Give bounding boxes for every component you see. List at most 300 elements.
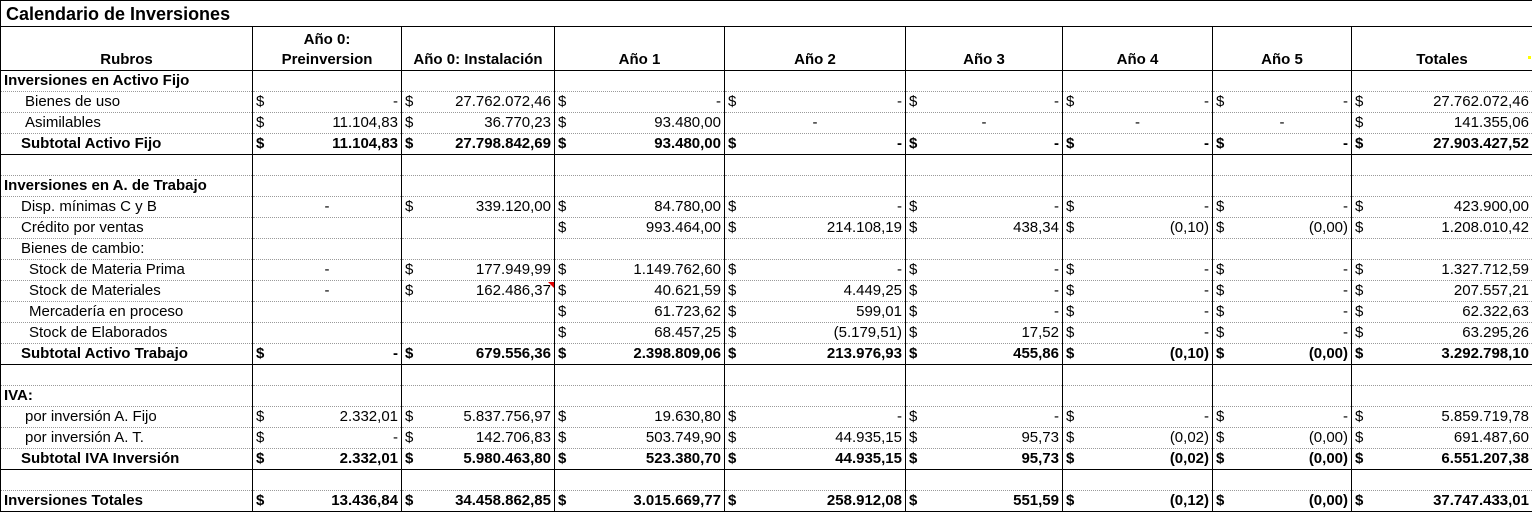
cell-value: 6.551.207,38 xyxy=(1441,450,1529,467)
row-label[interactable]: Subtotal IVA Inversión xyxy=(1,449,253,470)
currency-symbol: $ xyxy=(558,282,567,299)
value-cell[interactable] xyxy=(906,71,1063,92)
value-cell[interactable] xyxy=(253,323,402,344)
currency-symbol: $ xyxy=(909,198,918,215)
cell-value: - xyxy=(1343,135,1348,152)
row-label[interactable]: Mercadería en proceso xyxy=(1,302,253,323)
header-rubros[interactable]: Rubros xyxy=(1,27,253,71)
header-row xyxy=(1,27,1532,71)
cell-value: - xyxy=(1279,114,1285,131)
cell-value: (0,00) xyxy=(1308,492,1348,509)
value-cell[interactable] xyxy=(253,470,402,491)
value-cell[interactable] xyxy=(906,365,1063,386)
currency-symbol: $ xyxy=(1066,429,1075,446)
value-cell[interactable] xyxy=(906,281,1063,302)
value-cell[interactable] xyxy=(1213,134,1352,155)
value-cell[interactable] xyxy=(1213,71,1352,92)
cell-value: - xyxy=(324,261,330,278)
table-row xyxy=(1,386,1532,407)
value-cell[interactable] xyxy=(725,491,906,512)
value-cell[interactable] xyxy=(906,92,1063,113)
row-label[interactable]: Stock de Materia Prima xyxy=(1,260,253,281)
value-cell[interactable] xyxy=(555,92,725,113)
value-cell[interactable] xyxy=(725,218,906,239)
currency-symbol: $ xyxy=(405,135,414,152)
value-cell[interactable] xyxy=(906,302,1063,323)
table-row xyxy=(1,407,1532,428)
cell-value: - xyxy=(1054,93,1059,110)
row-label[interactable]: Inversiones en A. de Trabajo xyxy=(1,176,253,197)
table-row xyxy=(1,197,1532,218)
value-cell[interactable] xyxy=(1352,71,1532,92)
value-cell[interactable] xyxy=(555,470,725,491)
value-cell[interactable] xyxy=(725,260,906,281)
currency-symbol: $ xyxy=(256,492,265,509)
value-cell[interactable] xyxy=(1213,155,1352,176)
value-cell[interactable] xyxy=(253,176,402,197)
value-cell[interactable] xyxy=(1213,386,1352,407)
value-cell[interactable] xyxy=(1063,92,1213,113)
value-cell[interactable] xyxy=(725,365,906,386)
value-cell[interactable] xyxy=(402,491,555,512)
value-cell[interactable] xyxy=(725,407,906,428)
value-cell[interactable] xyxy=(1063,344,1213,365)
currency-symbol: $ xyxy=(405,261,414,278)
value-cell[interactable] xyxy=(906,218,1063,239)
value-cell[interactable] xyxy=(1063,302,1213,323)
value-cell[interactable] xyxy=(253,155,402,176)
cell-value: 141.355,06 xyxy=(1453,114,1529,131)
value-cell[interactable] xyxy=(1063,407,1213,428)
value-cell[interactable] xyxy=(402,239,555,260)
value-cell[interactable] xyxy=(402,323,555,344)
cell-value: 44.935,15 xyxy=(835,450,902,467)
cell-value: - xyxy=(897,93,902,110)
value-cell[interactable] xyxy=(906,407,1063,428)
cell-value: (0,02) xyxy=(1169,429,1209,446)
currency-symbol: $ xyxy=(1216,450,1225,467)
cell-value: - xyxy=(897,261,902,278)
currency-symbol: $ xyxy=(1066,198,1075,215)
value-cell[interactable] xyxy=(1063,155,1213,176)
value-cell[interactable] xyxy=(906,470,1063,491)
value-cell[interactable] xyxy=(555,281,725,302)
value-cell[interactable] xyxy=(402,281,555,302)
currency-symbol: $ xyxy=(728,261,737,278)
value-cell[interactable] xyxy=(906,344,1063,365)
row-label[interactable]: Inversiones Totales xyxy=(1,491,253,512)
cell-value: 5.980.463,80 xyxy=(463,450,551,467)
cell-value: 68.457,25 xyxy=(654,324,721,341)
cell-value: (5.179,51) xyxy=(833,324,902,341)
value-cell[interactable] xyxy=(253,407,402,428)
value-cell[interactable] xyxy=(1352,134,1532,155)
table-row xyxy=(1,176,1532,197)
cell-value: 1.149.762,60 xyxy=(633,261,721,278)
currency-symbol: $ xyxy=(405,93,414,110)
value-cell[interactable] xyxy=(1352,260,1532,281)
value-cell[interactable] xyxy=(1352,449,1532,470)
cell-value: 3.015.669,77 xyxy=(633,492,721,509)
value-cell[interactable] xyxy=(906,260,1063,281)
value-cell[interactable] xyxy=(1352,92,1532,113)
value-cell[interactable] xyxy=(253,197,402,218)
cell-value: 93.480,00 xyxy=(654,135,721,152)
value-cell[interactable] xyxy=(906,134,1063,155)
cell-value: - xyxy=(716,93,721,110)
value-cell[interactable] xyxy=(555,302,725,323)
currency-symbol: $ xyxy=(1355,408,1364,425)
cell-value: (0,10) xyxy=(1169,345,1209,362)
value-cell[interactable] xyxy=(725,71,906,92)
cell-value: 162.486,37 xyxy=(475,282,551,299)
cell-value: - xyxy=(897,198,902,215)
value-cell[interactable] xyxy=(906,491,1063,512)
value-cell[interactable] xyxy=(1352,344,1532,365)
value-cell[interactable] xyxy=(906,239,1063,260)
value-cell[interactable] xyxy=(555,428,725,449)
cell-value: 4.449,25 xyxy=(843,282,902,299)
value-cell[interactable] xyxy=(253,92,402,113)
value-cell[interactable] xyxy=(253,281,402,302)
value-cell[interactable] xyxy=(725,302,906,323)
value-cell[interactable] xyxy=(725,113,906,134)
value-cell[interactable] xyxy=(1213,428,1352,449)
row-label[interactable]: IVA: xyxy=(1,386,253,407)
cell-value: - xyxy=(1054,282,1059,299)
currency-symbol: $ xyxy=(1066,345,1075,362)
value-cell[interactable] xyxy=(1213,239,1352,260)
value-cell[interactable] xyxy=(1213,365,1352,386)
value-cell[interactable] xyxy=(253,113,402,134)
value-cell[interactable] xyxy=(1352,176,1532,197)
value-cell[interactable] xyxy=(1063,218,1213,239)
value-cell[interactable] xyxy=(725,134,906,155)
value-cell[interactable] xyxy=(1063,197,1213,218)
value-cell[interactable] xyxy=(555,260,725,281)
cell-value: 207.557,21 xyxy=(1453,282,1529,299)
value-cell[interactable] xyxy=(1063,176,1213,197)
value-cell[interactable] xyxy=(402,260,555,281)
cell-value: (0,00) xyxy=(1308,345,1348,362)
value-cell[interactable] xyxy=(1063,428,1213,449)
currency-symbol: $ xyxy=(1216,282,1225,299)
row-label[interactable]: por inversión A. T. xyxy=(1,428,253,449)
header-ano1[interactable]: Año 1 xyxy=(555,27,725,71)
value-cell[interactable] xyxy=(1352,155,1532,176)
currency-symbol: $ xyxy=(1216,408,1225,425)
cell-value: - xyxy=(1054,261,1059,278)
row-label[interactable]: Stock de Elaborados xyxy=(1,323,253,344)
value-cell[interactable] xyxy=(1213,491,1352,512)
value-cell[interactable] xyxy=(725,428,906,449)
value-cell[interactable] xyxy=(1213,113,1352,134)
cell-value: - xyxy=(393,345,398,362)
value-cell[interactable] xyxy=(1352,302,1532,323)
header-ano0-instalacion[interactable]: Año 0: Instalación xyxy=(402,27,555,71)
row-label[interactable]: Crédito por ventas xyxy=(1,218,253,239)
value-cell[interactable] xyxy=(1213,197,1352,218)
currency-symbol: $ xyxy=(1066,450,1075,467)
value-cell[interactable] xyxy=(555,113,725,134)
value-cell[interactable] xyxy=(555,365,725,386)
value-cell[interactable] xyxy=(906,428,1063,449)
currency-symbol: $ xyxy=(405,114,414,131)
value-cell[interactable] xyxy=(1352,239,1532,260)
value-cell[interactable] xyxy=(555,197,725,218)
currency-symbol: $ xyxy=(1066,324,1075,341)
row-label[interactable]: Asimilables xyxy=(1,113,253,134)
value-cell[interactable] xyxy=(1213,407,1352,428)
row-label[interactable] xyxy=(1,155,253,176)
value-cell[interactable] xyxy=(906,323,1063,344)
row-label[interactable]: Disp. mínimas C y B xyxy=(1,197,253,218)
value-cell[interactable] xyxy=(402,386,555,407)
value-cell[interactable] xyxy=(253,260,402,281)
value-cell[interactable] xyxy=(555,239,725,260)
cell-value: (0,00) xyxy=(1308,219,1348,236)
cell-value: - xyxy=(324,282,330,299)
value-cell[interactable] xyxy=(1063,260,1213,281)
cell-value: - xyxy=(1054,303,1059,320)
comment-indicator-icon[interactable] xyxy=(548,282,554,288)
value-cell[interactable] xyxy=(1352,197,1532,218)
value-cell[interactable] xyxy=(402,428,555,449)
cell-value: - xyxy=(1054,408,1059,425)
value-cell[interactable] xyxy=(1352,281,1532,302)
value-cell[interactable] xyxy=(725,470,906,491)
value-cell[interactable] xyxy=(555,155,725,176)
value-cell[interactable] xyxy=(725,386,906,407)
table-row xyxy=(1,281,1532,302)
cell-value: - xyxy=(1204,93,1209,110)
cell-value: 142.706,83 xyxy=(475,429,551,446)
header-ano4[interactable]: Año 4 xyxy=(1063,27,1213,71)
currency-symbol: $ xyxy=(256,408,265,425)
value-cell[interactable] xyxy=(1063,386,1213,407)
currency-symbol: $ xyxy=(909,492,918,509)
cell-value: 5.859.719,78 xyxy=(1441,408,1529,425)
table-row xyxy=(1,155,1532,176)
value-cell[interactable] xyxy=(555,344,725,365)
cell-value: 455,86 xyxy=(1013,345,1059,362)
header-totales[interactable]: Totales xyxy=(1352,27,1532,71)
value-cell[interactable] xyxy=(1213,344,1352,365)
value-cell[interactable] xyxy=(1063,113,1213,134)
value-cell[interactable] xyxy=(402,407,555,428)
value-cell[interactable] xyxy=(725,155,906,176)
value-cell[interactable] xyxy=(906,197,1063,218)
currency-symbol: $ xyxy=(909,135,918,152)
value-cell[interactable] xyxy=(253,344,402,365)
value-cell[interactable] xyxy=(1352,491,1532,512)
value-cell[interactable] xyxy=(1063,281,1213,302)
cell-value: 95,73 xyxy=(1021,429,1059,446)
value-cell[interactable] xyxy=(1213,302,1352,323)
value-cell[interactable] xyxy=(402,176,555,197)
currency-symbol: $ xyxy=(1066,93,1075,110)
value-cell[interactable] xyxy=(906,113,1063,134)
value-cell[interactable] xyxy=(555,134,725,155)
currency-symbol: $ xyxy=(728,429,737,446)
row-label[interactable]: Subtotal Activo Trabajo xyxy=(1,344,253,365)
cell-value: 34.458.862,85 xyxy=(455,492,551,509)
value-cell[interactable] xyxy=(725,281,906,302)
value-cell[interactable] xyxy=(1352,365,1532,386)
value-cell[interactable] xyxy=(402,449,555,470)
currency-symbol: $ xyxy=(558,345,567,362)
value-cell[interactable] xyxy=(253,491,402,512)
currency-symbol: $ xyxy=(728,324,737,341)
value-cell[interactable] xyxy=(1352,407,1532,428)
value-cell[interactable] xyxy=(555,71,725,92)
value-cell[interactable] xyxy=(1352,323,1532,344)
cell-value: 551,59 xyxy=(1013,492,1059,509)
currency-symbol: $ xyxy=(1066,282,1075,299)
currency-symbol: $ xyxy=(909,345,918,362)
value-cell[interactable] xyxy=(725,323,906,344)
currency-symbol: $ xyxy=(256,429,265,446)
value-cell[interactable] xyxy=(1063,491,1213,512)
value-cell[interactable] xyxy=(402,302,555,323)
currency-symbol: $ xyxy=(558,303,567,320)
value-cell[interactable] xyxy=(725,239,906,260)
value-cell[interactable] xyxy=(253,428,402,449)
currency-symbol: $ xyxy=(1355,93,1364,110)
value-cell[interactable] xyxy=(906,449,1063,470)
value-cell[interactable] xyxy=(555,218,725,239)
value-cell[interactable] xyxy=(253,302,402,323)
currency-symbol: $ xyxy=(1216,198,1225,215)
currency-symbol: $ xyxy=(405,282,414,299)
cell-value: 62.322,63 xyxy=(1462,303,1529,320)
value-cell[interactable] xyxy=(253,386,402,407)
row-label[interactable] xyxy=(1,365,253,386)
value-cell[interactable] xyxy=(253,449,402,470)
table-row xyxy=(1,323,1532,344)
value-cell[interactable] xyxy=(402,197,555,218)
value-cell[interactable] xyxy=(1213,218,1352,239)
value-cell[interactable] xyxy=(725,197,906,218)
value-cell[interactable] xyxy=(253,71,402,92)
value-cell[interactable] xyxy=(1352,386,1532,407)
value-cell[interactable] xyxy=(1063,134,1213,155)
value-cell[interactable] xyxy=(1213,281,1352,302)
value-cell[interactable] xyxy=(906,176,1063,197)
value-cell[interactable] xyxy=(555,491,725,512)
value-cell[interactable] xyxy=(725,449,906,470)
cell-value: 27.762.072,46 xyxy=(455,93,551,110)
value-cell[interactable] xyxy=(725,92,906,113)
value-cell[interactable] xyxy=(1213,260,1352,281)
value-cell[interactable] xyxy=(555,407,725,428)
header-ano5[interactable]: Año 5 xyxy=(1213,27,1352,71)
row-label[interactable]: Inversiones en Activo Fijo xyxy=(1,71,253,92)
row-label[interactable]: Bienes de uso xyxy=(1,92,253,113)
currency-symbol: $ xyxy=(728,93,737,110)
value-cell[interactable] xyxy=(253,365,402,386)
value-cell[interactable] xyxy=(253,134,402,155)
currency-symbol: $ xyxy=(1355,198,1364,215)
currency-symbol: $ xyxy=(728,135,737,152)
cell-value: - xyxy=(1343,93,1348,110)
currency-symbol: $ xyxy=(1355,324,1364,341)
currency-symbol: $ xyxy=(1355,261,1364,278)
value-cell[interactable] xyxy=(555,449,725,470)
value-cell[interactable] xyxy=(1063,239,1213,260)
value-cell[interactable] xyxy=(1352,113,1532,134)
value-cell[interactable] xyxy=(1213,92,1352,113)
table-row xyxy=(1,92,1532,113)
value-cell[interactable] xyxy=(906,155,1063,176)
cell-value: - xyxy=(393,93,398,110)
row-label[interactable]: Bienes de cambio: xyxy=(1,239,253,260)
value-cell[interactable] xyxy=(1063,449,1213,470)
value-cell[interactable] xyxy=(1213,323,1352,344)
value-cell[interactable] xyxy=(402,218,555,239)
cell-value: 2.398.809,06 xyxy=(633,345,721,362)
value-cell[interactable] xyxy=(906,386,1063,407)
header-ano3[interactable]: Año 3 xyxy=(906,27,1063,71)
value-cell[interactable] xyxy=(1352,218,1532,239)
value-cell[interactable] xyxy=(1213,449,1352,470)
cell-value: 27.903.427,52 xyxy=(1433,135,1529,152)
value-cell[interactable] xyxy=(555,323,725,344)
header-ano2[interactable]: Año 2 xyxy=(725,27,906,71)
cell-value: - xyxy=(897,135,902,152)
currency-symbol: $ xyxy=(558,429,567,446)
value-cell[interactable] xyxy=(402,71,555,92)
value-cell[interactable] xyxy=(1063,365,1213,386)
value-cell[interactable] xyxy=(402,470,555,491)
row-label[interactable] xyxy=(1,470,253,491)
currency-symbol: $ xyxy=(558,93,567,110)
row-label[interactable]: por inversión A. Fijo xyxy=(1,407,253,428)
currency-symbol: $ xyxy=(1066,408,1075,425)
value-cell[interactable] xyxy=(555,176,725,197)
currency-symbol: $ xyxy=(1355,429,1364,446)
cell-value: 1.208.010,42 xyxy=(1441,219,1529,236)
value-cell[interactable] xyxy=(402,344,555,365)
value-cell[interactable] xyxy=(1063,470,1213,491)
value-cell[interactable] xyxy=(253,218,402,239)
cell-value: 27.798.842,69 xyxy=(455,135,551,152)
cell-value: 11.104,83 xyxy=(332,135,398,152)
value-cell[interactable] xyxy=(1063,323,1213,344)
currency-symbol: $ xyxy=(909,282,918,299)
row-label[interactable]: Stock de Materiales xyxy=(1,281,253,302)
row-label[interactable]: Subtotal Activo Fijo xyxy=(1,134,253,155)
value-cell[interactable] xyxy=(402,365,555,386)
value-cell[interactable] xyxy=(402,113,555,134)
value-cell[interactable] xyxy=(725,176,906,197)
value-cell[interactable] xyxy=(1352,428,1532,449)
value-cell[interactable] xyxy=(1352,470,1532,491)
value-cell[interactable] xyxy=(1213,176,1352,197)
value-cell[interactable] xyxy=(1213,470,1352,491)
value-cell[interactable] xyxy=(555,386,725,407)
value-cell[interactable] xyxy=(1063,71,1213,92)
value-cell[interactable] xyxy=(402,134,555,155)
value-cell[interactable] xyxy=(725,344,906,365)
value-cell[interactable] xyxy=(402,92,555,113)
header-ano0-preinversion[interactable] xyxy=(253,27,402,71)
cell-value: (0,02) xyxy=(1169,450,1209,467)
value-cell[interactable] xyxy=(402,155,555,176)
sheet-title: Calendario de Inversiones xyxy=(0,0,1532,26)
value-cell[interactable] xyxy=(253,239,402,260)
currency-symbol: $ xyxy=(1216,261,1225,278)
